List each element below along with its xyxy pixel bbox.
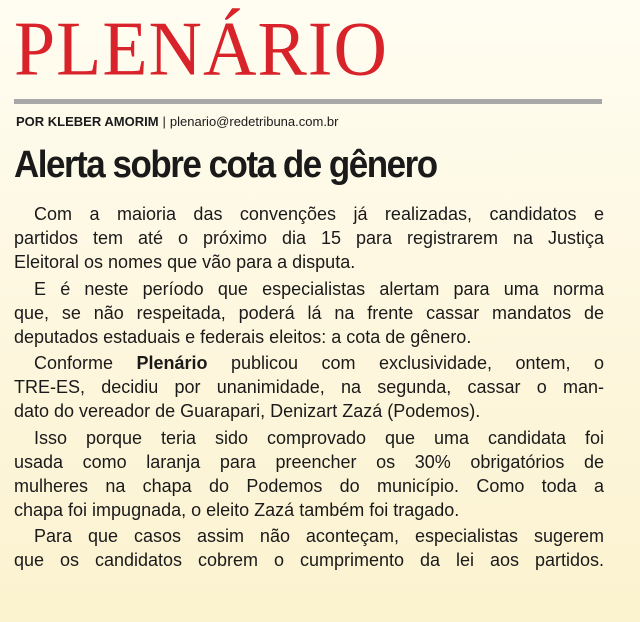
paragraph-2 bbox=[14, 277, 604, 349]
paragraph-line: deputados estaduais e federais eleitos: a cota de gênero. bbox=[14, 326, 472, 347]
paragraph-line: dato do vereador de Guarapari, Denizart Zazá (Podemos). bbox=[14, 401, 481, 421]
paragraph-line: Isso porque teria sido comprovado que uma candidata foi bbox=[34, 427, 604, 448]
paragraph-line: partidos tem até o próximo dia 15 para registrarem na Justiça bbox=[14, 228, 604, 248]
column-name-bold: Plenário bbox=[136, 353, 208, 373]
paragraph-line: que, se não respeitada, poderá lá na frente cassar mandatos de bbox=[14, 302, 604, 323]
article-headline: Alerta sobre cota de gênero bbox=[14, 144, 437, 186]
byline-separator: | bbox=[162, 114, 166, 129]
paragraph-5 bbox=[14, 524, 604, 572]
paragraph-line: usada como laranja para preencher os 30% obrigatórios de bbox=[14, 451, 604, 472]
masthead-rule bbox=[14, 99, 602, 104]
paragraph-text: publicou com exclusividade, ontem, o bbox=[207, 353, 604, 373]
paragraph-line: Eleitoral os nomes que vão para a disputa. bbox=[14, 252, 356, 272]
paragraph-1 bbox=[14, 202, 604, 274]
paragraph-line: que os candidatos cobrem o cumprimento da lei aos partidos. bbox=[14, 550, 604, 570]
paragraph-4 bbox=[14, 426, 604, 522]
column-masthead: PLENÁRIO bbox=[14, 6, 388, 93]
byline-email: plenario@redetribuna.com.br bbox=[169, 114, 339, 129]
paragraph-line: TRE-ES, decidiu por unanimidade, na segunda, cassar o man- bbox=[14, 377, 604, 397]
paragraph-3 bbox=[14, 351, 604, 423]
paragraph-line: Com a maioria das convenções já realizadas, candidatos e bbox=[34, 204, 604, 224]
byline bbox=[16, 114, 338, 130]
paragraph-line: chapa foi impugnada, o eleito Zazá também foi tragado. bbox=[14, 499, 460, 520]
paragraph-line: mulheres na chapa do Podemos do município. Como toda a bbox=[14, 475, 604, 496]
paragraph-line: E é neste período que especialistas alertam para uma norma bbox=[34, 278, 604, 299]
paragraph-line bbox=[14, 351, 604, 375]
paragraph-text: Conforme bbox=[34, 353, 137, 373]
byline-author: POR KLEBER AMORIM bbox=[16, 114, 159, 129]
paragraph-line: Para que casos assim não aconteçam, especialistas sugerem bbox=[34, 526, 604, 546]
article-body bbox=[14, 202, 604, 575]
